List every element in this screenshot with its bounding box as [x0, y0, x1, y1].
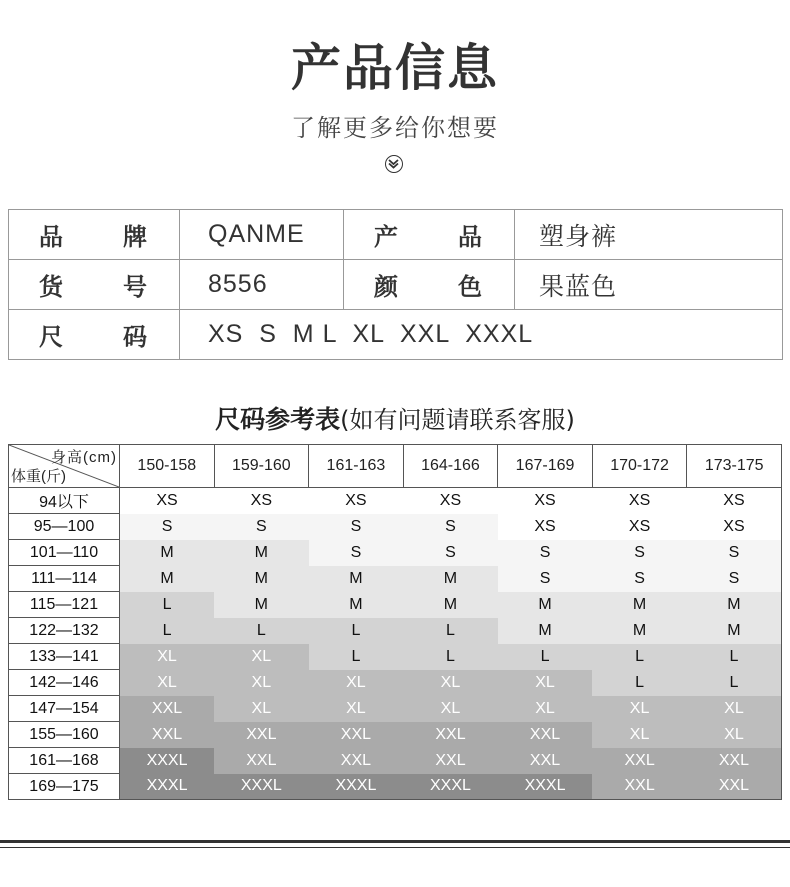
- size-cell: XS: [592, 488, 687, 514]
- size-cell: XL: [120, 644, 215, 670]
- size-cell: M: [214, 592, 309, 618]
- size-cell: S: [687, 566, 782, 592]
- size-label: 尺 码: [9, 310, 180, 360]
- size-cell: XXXL: [120, 774, 215, 800]
- size-cell: XXXL: [403, 774, 498, 800]
- weight-cell: 142—146: [9, 670, 120, 696]
- size-cell: L: [403, 644, 498, 670]
- size-cell: L: [687, 644, 782, 670]
- size-cell: XL: [403, 696, 498, 722]
- color-value: 果蓝色: [515, 260, 783, 310]
- product-info-table: [8, 209, 783, 360]
- size-cell: M: [592, 618, 687, 644]
- size-cell: XS: [309, 488, 404, 514]
- size-cell: M: [498, 618, 593, 644]
- size-cell: S: [592, 566, 687, 592]
- size-cell: M: [498, 592, 593, 618]
- size-cell: L: [592, 644, 687, 670]
- size-cell: XXL: [592, 748, 687, 774]
- size-cell: S: [498, 566, 593, 592]
- size-row: [9, 722, 782, 748]
- size-cell: S: [687, 540, 782, 566]
- size-cell: S: [309, 514, 404, 540]
- size-cell: M: [309, 592, 404, 618]
- weight-cell: 95—100: [9, 514, 120, 540]
- size-cell: XXXL: [498, 774, 593, 800]
- size-cell: M: [120, 566, 215, 592]
- weight-cell: 133—141: [9, 644, 120, 670]
- size-cell: XXXL: [309, 774, 404, 800]
- size-cell: XL: [498, 696, 593, 722]
- size-cell: S: [309, 540, 404, 566]
- size-cell: M: [687, 618, 782, 644]
- size-cell: L: [309, 644, 404, 670]
- size-cell: XXL: [214, 748, 309, 774]
- size-cell: M: [403, 592, 498, 618]
- size-cell: XL: [214, 670, 309, 696]
- sku-label: 货 号: [9, 260, 180, 310]
- size-chart-title: 尺码参考表: [215, 405, 341, 434]
- size-cell: S: [498, 540, 593, 566]
- weight-axis-label: 体重(斤): [11, 468, 66, 485]
- size-cell: S: [592, 540, 687, 566]
- size-row: [9, 514, 782, 540]
- size-chart-heading: [0, 400, 790, 436]
- size-cell: XL: [687, 722, 782, 748]
- size-cell: XL: [309, 696, 404, 722]
- size-cell: XXL: [498, 722, 593, 748]
- size-cell: XXXL: [120, 748, 215, 774]
- size-cell: M: [214, 566, 309, 592]
- size-cell: XL: [214, 644, 309, 670]
- size-cell: XL: [498, 670, 593, 696]
- size-cell: M: [687, 592, 782, 618]
- size-cell: XXL: [120, 722, 215, 748]
- height-axis-label: 身高(cm): [51, 449, 117, 466]
- bottom-divider: [0, 840, 790, 843]
- size-chart-note: (如有问题请联系客服): [340, 406, 575, 434]
- size-cell: XS: [592, 514, 687, 540]
- size-cell: XS: [498, 488, 593, 514]
- height-header: 167-169: [498, 445, 593, 488]
- size-cell: M: [403, 566, 498, 592]
- page-subtitle: 了解更多给你想要: [291, 114, 499, 142]
- height-header: 173-175: [687, 445, 782, 488]
- size-cell: XS: [687, 514, 782, 540]
- size-cell: XL: [592, 722, 687, 748]
- size-cell: L: [120, 618, 215, 644]
- size-cell: L: [592, 670, 687, 696]
- size-cell: M: [214, 540, 309, 566]
- size-row: [9, 566, 782, 592]
- size-row: [9, 592, 782, 618]
- size-cell: XXL: [309, 748, 404, 774]
- size-cell: L: [214, 618, 309, 644]
- weight-cell: 169—175: [9, 774, 120, 800]
- size-cell: M: [309, 566, 404, 592]
- size-cell: L: [687, 670, 782, 696]
- size-cell: XXL: [403, 722, 498, 748]
- size-cell: L: [309, 618, 404, 644]
- weight-cell: 94以下: [9, 488, 120, 514]
- height-header: 150-158: [120, 445, 215, 488]
- size-cell: XS: [687, 488, 782, 514]
- size-cell: XL: [214, 696, 309, 722]
- page-title: 产品信息: [291, 39, 499, 97]
- size-cell: M: [120, 540, 215, 566]
- sku-value: 8556: [180, 260, 344, 310]
- size-row: [9, 540, 782, 566]
- size-row: [9, 748, 782, 774]
- brand-label: 品 牌: [9, 210, 180, 260]
- size-row: [9, 618, 782, 644]
- brand-value: QANME: [180, 210, 344, 260]
- size-row: [9, 488, 782, 514]
- size-cell: S: [214, 514, 309, 540]
- size-row: [9, 644, 782, 670]
- height-header: 159-160: [214, 445, 309, 488]
- size-cell: XL: [309, 670, 404, 696]
- size-cell: XXL: [309, 722, 404, 748]
- size-chart-table: [8, 444, 782, 800]
- size-cell: XXL: [687, 748, 782, 774]
- weight-cell: 115—121: [9, 592, 120, 618]
- size-cell: S: [403, 514, 498, 540]
- size-value: XS S M L XL XXL XXXL: [180, 310, 783, 360]
- size-row: [9, 774, 782, 800]
- weight-cell: 101—110: [9, 540, 120, 566]
- size-cell: XXL: [687, 774, 782, 800]
- size-cell: S: [403, 540, 498, 566]
- size-cell: XS: [120, 488, 215, 514]
- size-cell: XXXL: [214, 774, 309, 800]
- size-row: [9, 696, 782, 722]
- size-cell: M: [592, 592, 687, 618]
- size-cell: XL: [403, 670, 498, 696]
- product-value: 塑身裤: [515, 210, 783, 260]
- height-header: 170-172: [592, 445, 687, 488]
- size-cell: L: [498, 644, 593, 670]
- size-row: [9, 670, 782, 696]
- height-header: 161-163: [309, 445, 404, 488]
- height-header: 164-166: [403, 445, 498, 488]
- weight-cell: 155—160: [9, 722, 120, 748]
- color-label: 颜 色: [344, 260, 515, 310]
- size-cell: XL: [120, 670, 215, 696]
- size-cell: XS: [403, 488, 498, 514]
- size-cell: XL: [687, 696, 782, 722]
- weight-cell: 122—132: [9, 618, 120, 644]
- size-cell: XS: [498, 514, 593, 540]
- size-cell: XXL: [214, 722, 309, 748]
- weight-cell: 147—154: [9, 696, 120, 722]
- chevron-down-circle-icon: [385, 155, 403, 173]
- size-cell: XXL: [498, 748, 593, 774]
- corner-header: [9, 445, 120, 488]
- weight-cell: 111—114: [9, 566, 120, 592]
- size-cell: L: [120, 592, 215, 618]
- size-cell: L: [403, 618, 498, 644]
- size-cell: XXL: [403, 748, 498, 774]
- size-cell: XS: [214, 488, 309, 514]
- size-cell: XXL: [120, 696, 215, 722]
- size-cell: XXL: [592, 774, 687, 800]
- product-label: 产 品: [344, 210, 515, 260]
- weight-cell: 161—168: [9, 748, 120, 774]
- size-cell: S: [120, 514, 215, 540]
- size-cell: XL: [592, 696, 687, 722]
- bottom-divider-thin: [0, 847, 790, 848]
